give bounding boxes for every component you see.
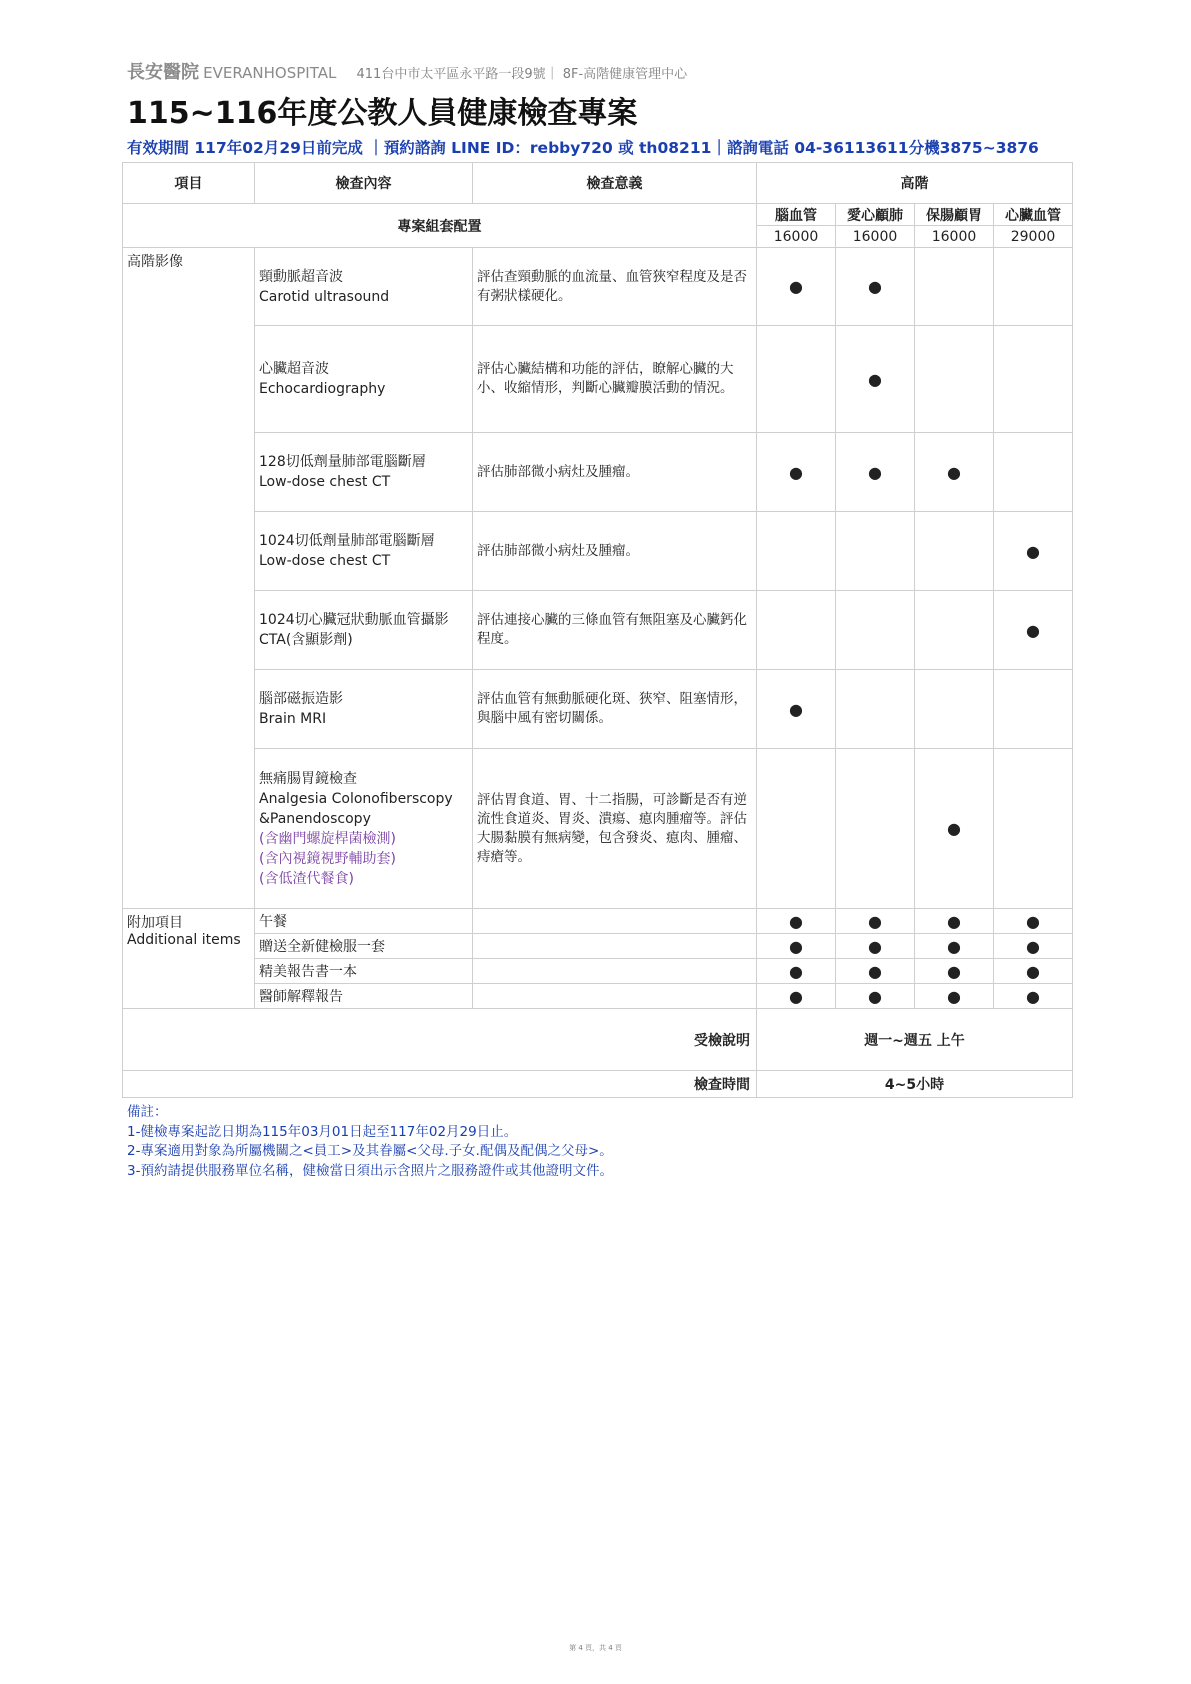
included-dot: ●	[757, 984, 836, 1009]
package-mark	[757, 326, 836, 433]
table-row	[123, 326, 1073, 433]
included-dot: ●	[836, 909, 915, 934]
notes-heading: 備註：	[127, 1104, 168, 1120]
included-dot: ●	[836, 326, 915, 433]
package-mark	[757, 512, 836, 591]
group-label-additional-en: Additional items	[127, 932, 241, 948]
additional-item-name: 午餐	[255, 909, 473, 934]
notes-section	[127, 1103, 613, 1181]
included-dot: ●	[915, 959, 994, 984]
table-row	[123, 749, 1073, 909]
package-mark	[757, 591, 836, 670]
included-dot: ●	[915, 984, 994, 1009]
included-dot: ●	[836, 934, 915, 959]
exam-name-en: Low-dose chest CT	[259, 474, 391, 490]
package-mark	[994, 326, 1073, 433]
exam-name-zh: 128切低劑量肺部電腦斷層	[259, 454, 426, 470]
schedule-value: 週一~週五 上午	[757, 1009, 1073, 1071]
exam-name-en: Carotid ultrasound	[259, 288, 390, 305]
included-dot: ●	[994, 984, 1073, 1009]
package-name: 保腸顧胃	[915, 204, 994, 226]
table-row	[123, 934, 1073, 959]
table-row	[123, 959, 1073, 984]
validity-contact-line: 有效期間 117年02月29日前完成 ｜預約諮詢 LINE ID：rebby720 或 th08211｜諮詢電話 04-36113611分機3875~3876	[127, 139, 1039, 157]
schedule-label: 受檢說明	[123, 1009, 757, 1071]
table-header-row	[123, 163, 1073, 204]
exam-name	[255, 326, 473, 433]
exam-meaning: 評估連接心臟的三條血管有無阻塞及心臟鈣化程度。	[473, 591, 757, 670]
exam-name-en: Low-dose chest CT	[259, 553, 391, 569]
page-number: 第 4 頁，共 4 頁	[569, 1644, 622, 1652]
package-mark	[915, 326, 994, 433]
included-dot: ●	[915, 749, 994, 909]
header-tier: 高階	[757, 163, 1073, 204]
hospital-name-en: EVERANHOSPITAL	[203, 64, 337, 82]
package-mark	[836, 512, 915, 591]
package-mark	[915, 512, 994, 591]
included-dot: ●	[757, 934, 836, 959]
included-dot: ●	[994, 512, 1073, 591]
group-label-imaging: 高階影像	[123, 248, 255, 909]
included-dot: ●	[915, 909, 994, 934]
header-item: 項目	[123, 163, 255, 204]
exam-meaning: 評估胃食道、胃、十二指腸，可診斷是否有逆流性食道炎、胃炎、潰瘍、瘜肉腫瘤等。評估大腸黏膜有無病變，包含發炎、瘜肉、腫瘤、痔瘡等。	[473, 749, 757, 909]
included-dot: ●	[757, 433, 836, 512]
package-price: 29000	[994, 226, 1073, 248]
exam-name-en: &Panendoscopy	[259, 810, 371, 827]
package-config-label: 專案組套配置	[123, 204, 757, 248]
exam-name	[255, 433, 473, 512]
included-dot: ●	[757, 670, 836, 749]
table-row	[123, 984, 1073, 1009]
additional-item-meaning	[473, 984, 757, 1009]
package-mark	[994, 433, 1073, 512]
package-mark	[836, 670, 915, 749]
additional-item-meaning	[473, 959, 757, 984]
exam-meaning: 評估肺部微小病灶及腫瘤。	[473, 512, 757, 591]
note-item: 1-健檢專案起訖日期為115年03月01日起至117年02月29日止。	[127, 1123, 518, 1140]
included-dot: ●	[994, 934, 1073, 959]
exam-name	[255, 512, 473, 591]
package-price: 16000	[757, 226, 836, 248]
table-row	[123, 248, 1073, 326]
exam-meaning: 評估查頸動脈的血流量、血管狹窄程度及是否有粥狀樣硬化。	[473, 248, 757, 326]
exam-name-zh: 心臟超音波	[259, 361, 329, 377]
hospital-name: 長安醫院	[127, 62, 199, 83]
included-dot: ●	[836, 433, 915, 512]
package-mark	[757, 749, 836, 909]
included-dot: ●	[836, 248, 915, 326]
package-mark	[994, 749, 1073, 909]
package-name: 心臟血管	[994, 204, 1073, 226]
package-mark	[915, 670, 994, 749]
table-row	[123, 512, 1073, 591]
hospital-address: 411台中市太平區永平路一段9號｜ 8F-高階健康管理中心	[356, 67, 688, 82]
exam-name-en: Echocardiography	[259, 381, 386, 397]
exam-name	[255, 591, 473, 670]
exam-meaning: 評估肺部微小病灶及腫瘤。	[473, 433, 757, 512]
package-mark	[915, 591, 994, 670]
checkup-package-table	[122, 162, 1073, 1098]
additional-item-name: 醫師解釋報告	[255, 984, 473, 1009]
exam-name-en: Brain MRI	[259, 711, 327, 727]
package-price: 16000	[915, 226, 994, 248]
duration-label: 檢查時間	[123, 1071, 757, 1098]
package-mark	[994, 248, 1073, 326]
included-dot: ●	[757, 909, 836, 934]
note-item: 3-預約請提供服務單位名稱，健檢當日須出示含照片之服務證件或其他證明文件。	[127, 1162, 613, 1179]
exam-note: (含內視鏡視野輔助套)	[259, 850, 396, 867]
hospital-header	[127, 58, 687, 84]
schedule-row	[123, 1009, 1073, 1071]
package-name: 腦血管	[757, 204, 836, 226]
page-title: 115~116年度公教人員健康檢查專案	[127, 96, 638, 131]
included-dot: ●	[757, 248, 836, 326]
included-dot: ●	[915, 433, 994, 512]
included-dot: ●	[994, 909, 1073, 934]
table-row	[123, 909, 1073, 934]
table-row	[123, 591, 1073, 670]
package-name-row	[123, 204, 1073, 226]
exam-name-zh: 腦部磁振造影	[259, 691, 343, 707]
exam-name-zh: 1024切低劑量肺部電腦斷層	[259, 533, 435, 549]
additional-item-meaning	[473, 934, 757, 959]
included-dot: ●	[836, 984, 915, 1009]
exam-note: (含幽門螺旋桿菌檢測)	[259, 830, 396, 847]
exam-name	[255, 670, 473, 749]
package-mark	[836, 749, 915, 909]
header-content: 檢查內容	[255, 163, 473, 204]
included-dot: ●	[994, 959, 1073, 984]
package-price: 16000	[836, 226, 915, 248]
package-mark	[915, 248, 994, 326]
included-dot: ●	[994, 591, 1073, 670]
group-label-additional	[123, 909, 255, 1009]
included-dot: ●	[757, 959, 836, 984]
package-mark	[836, 591, 915, 670]
additional-item-name: 精美報告書一本	[255, 959, 473, 984]
exam-name-zh: 頸動脈超音波	[259, 268, 343, 285]
exam-note: (含低渣代餐食)	[259, 870, 354, 887]
exam-name-zh: 1024切心臟冠狀動脈血管攝影	[259, 612, 449, 628]
header-meaning: 檢查意義	[473, 163, 757, 204]
duration-row	[123, 1071, 1073, 1098]
exam-meaning: 評估血管有無動脈硬化斑、狹窄、阻塞情形，與腦中風有密切關係。	[473, 670, 757, 749]
exam-name-en: CTA(含顯影劑)	[259, 632, 353, 648]
exam-name-en: Analgesia Colonofiberscopy	[259, 790, 453, 807]
package-mark	[994, 670, 1073, 749]
table-row	[123, 670, 1073, 749]
included-dot: ●	[915, 934, 994, 959]
exam-name-zh: 無痛腸胃鏡檢查	[259, 770, 357, 787]
additional-item-name: 贈送全新健檢服一套	[255, 934, 473, 959]
exam-name	[255, 248, 473, 326]
additional-item-meaning	[473, 909, 757, 934]
exam-name	[255, 749, 473, 909]
duration-value: 4~5小時	[757, 1071, 1073, 1098]
note-item: 2-專案適用對象為所屬機關之<員工>及其眷屬<父母.子女.配偶及配偶之父母>。	[127, 1143, 613, 1159]
package-name: 愛心顧肺	[836, 204, 915, 226]
table-row	[123, 433, 1073, 512]
group-label-additional-zh: 附加項目	[127, 915, 183, 931]
exam-meaning: 評估心臟結構和功能的評估，瞭解心臟的大小、收縮情形，判斷心臟瓣膜活動的情況。	[473, 326, 757, 433]
included-dot: ●	[836, 959, 915, 984]
